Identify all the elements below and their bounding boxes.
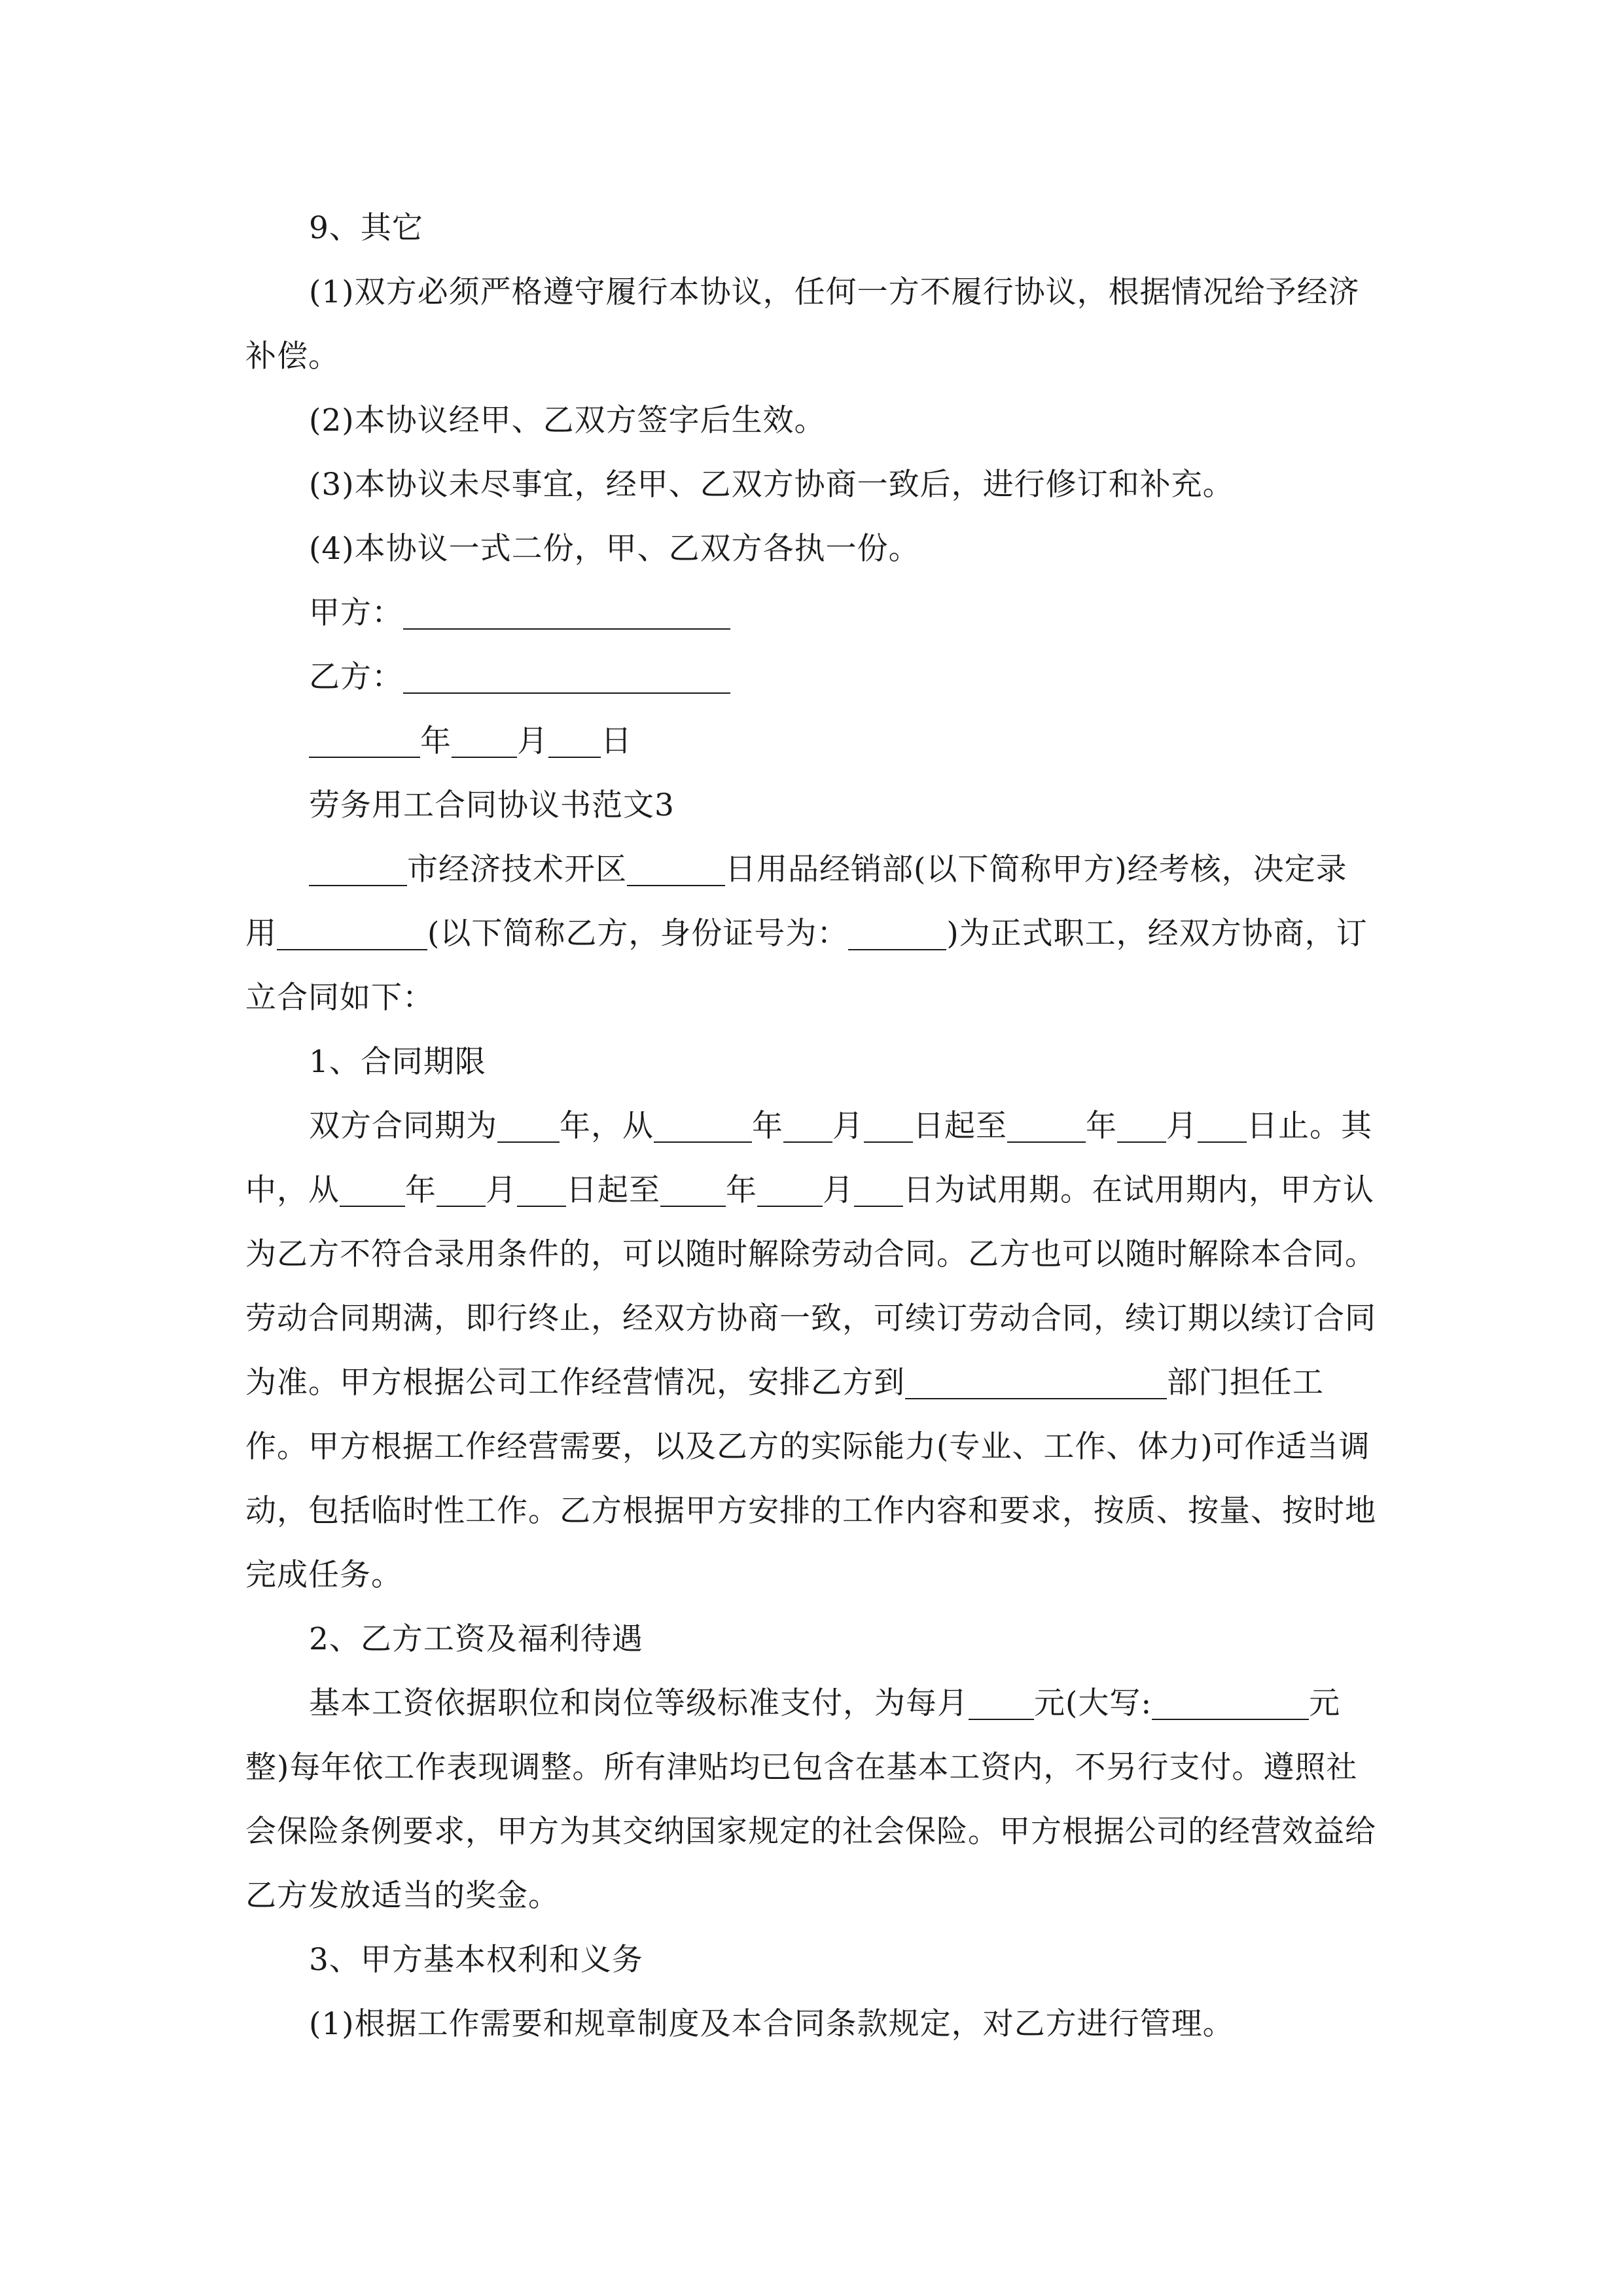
clause2-text-3: 元整)每年依工作表现调整。所有津贴均已包含在基本工资内，不另行支付。遵照社会保险条例要求，甲方为其交纳国家规定的社会保险。甲方根据公司的经营效益给乙方发放适当的奖金。 [245,1685,1376,1914]
employee-name-blank [277,910,427,950]
clause9-item-4: (4)本协议一式二份，甲、乙双方各执一份。 [309,531,920,567]
salary-words-blank [1152,1679,1309,1720]
trial-start-year-blank [340,1166,405,1207]
clause1-text-3: 年 [752,1108,783,1144]
department-blank [905,1359,1167,1399]
date-day-label: 日 [601,723,632,759]
term-years-blank [497,1102,560,1143]
party-b-label: 乙方： [309,659,403,695]
clause1-text-12: 年 [726,1172,757,1208]
clause1-heading: 1、合同期限 [309,1044,486,1080]
clause1-text-10: 月 [486,1172,517,1208]
city-blank [309,846,407,886]
trial-end-month-blank [757,1166,823,1207]
party-a-signature-line [245,581,1378,645]
signature-date-line [245,709,1378,774]
clause1-text-4: 月 [832,1108,864,1144]
date-month-label: 月 [517,723,548,759]
clause1-paragraph [245,1094,1378,1607]
clause2-text-1: 基本工资依据职位和岗位等级标准支付，为每月 [309,1685,969,1721]
clause1-text-5: 日起至 [913,1108,1007,1144]
section-title: 劳务用工合同协议书范文3 [309,787,675,823]
start-day-blank [864,1102,913,1143]
clause1-text-8: 日止。其中，从 [245,1108,1372,1208]
clause1-text-14: 日为试用期。在试用期内，甲方认为乙方不符合录用条件的，可以随时解除劳动合同。乙方也可以随时解除本合同。劳动合同期满，即行终止，经双方协商一致，可续订劳动合同，续订期以续订合同为准。甲方根据公司工作经营情况，安排乙方到 [245,1172,1376,1401]
intro-text-1: 市经济技术开区 [407,852,627,888]
clause1-text-6: 年 [1086,1108,1117,1144]
clause1-text-9: 年 [405,1172,437,1208]
clause1-text-7: 月 [1166,1108,1198,1144]
clause1-text-2: 年，从 [560,1108,654,1144]
trial-start-day-blank [517,1166,566,1207]
end-month-blank [1117,1102,1166,1143]
intro-text-2: 日用品经销部(以下简称甲方)经考核，决定录用 [245,852,1347,952]
party-b-blank [403,653,730,694]
party-b-signature-line [245,645,1378,709]
date-day-blank [548,717,601,758]
intro-text-3: (以下简称乙方，身份证号为： [427,916,849,952]
clause9-item-3: (3)本协议未尽事宜，经甲、乙双方协商一致后，进行修订和补充。 [309,467,1234,503]
date-month-blank [452,717,517,758]
clause1-text-11: 日起至 [566,1172,660,1208]
intro-text-4: )为正式职工，经双方协商，订立合同如下： [245,916,1368,1016]
clause2-paragraph [245,1672,1378,1928]
clause1-text-15: 部门担任工作。甲方根据工作经营需要，以及乙方的实际能力(专业、工作、体力)可作适当调动，包括临时性工作。乙方根据甲方安排的工作内容和要求，按质、按量、按时地完成任务。 [245,1365,1376,1593]
salary-amount-blank [969,1679,1034,1720]
store-blank [627,846,725,886]
clause2-heading: 2、乙方工资及福利待遇 [309,1621,643,1657]
clause9-item-1: (1)双方必须严格遵守履行本协议，任何一方不履行协议，根据情况给予经济补偿。 [245,274,1360,374]
id-number-blank [848,910,946,950]
trial-start-month-blank [437,1166,486,1207]
start-year-blank [654,1102,752,1143]
party-a-blank [403,589,730,630]
date-year-blank [309,717,420,758]
clause1-text-1: 双方合同期为 [309,1108,497,1144]
clause2-text-2: 元(大写: [1034,1685,1152,1721]
clause1-text-13: 月 [823,1172,854,1208]
trial-end-year-blank [660,1166,726,1207]
clause3-item-1: (1)根据工作需要和规章制度及本合同条款规定，对乙方进行管理。 [309,2006,1234,2042]
party-a-label: 甲方： [309,595,403,631]
clause3-heading: 3、甲方基本权利和义务 [309,1942,643,1978]
end-year-blank [1007,1102,1086,1143]
date-year-label: 年 [420,723,452,759]
clause9-item-2: (2)本协议经甲、乙双方签字后生效。 [309,403,826,439]
start-month-blank [783,1102,832,1143]
end-day-blank [1198,1102,1247,1143]
intro-paragraph [245,838,1378,1030]
document-body [245,196,1378,2056]
clause9-heading: 9、其它 [309,210,423,246]
trial-end-day-blank [854,1166,903,1207]
